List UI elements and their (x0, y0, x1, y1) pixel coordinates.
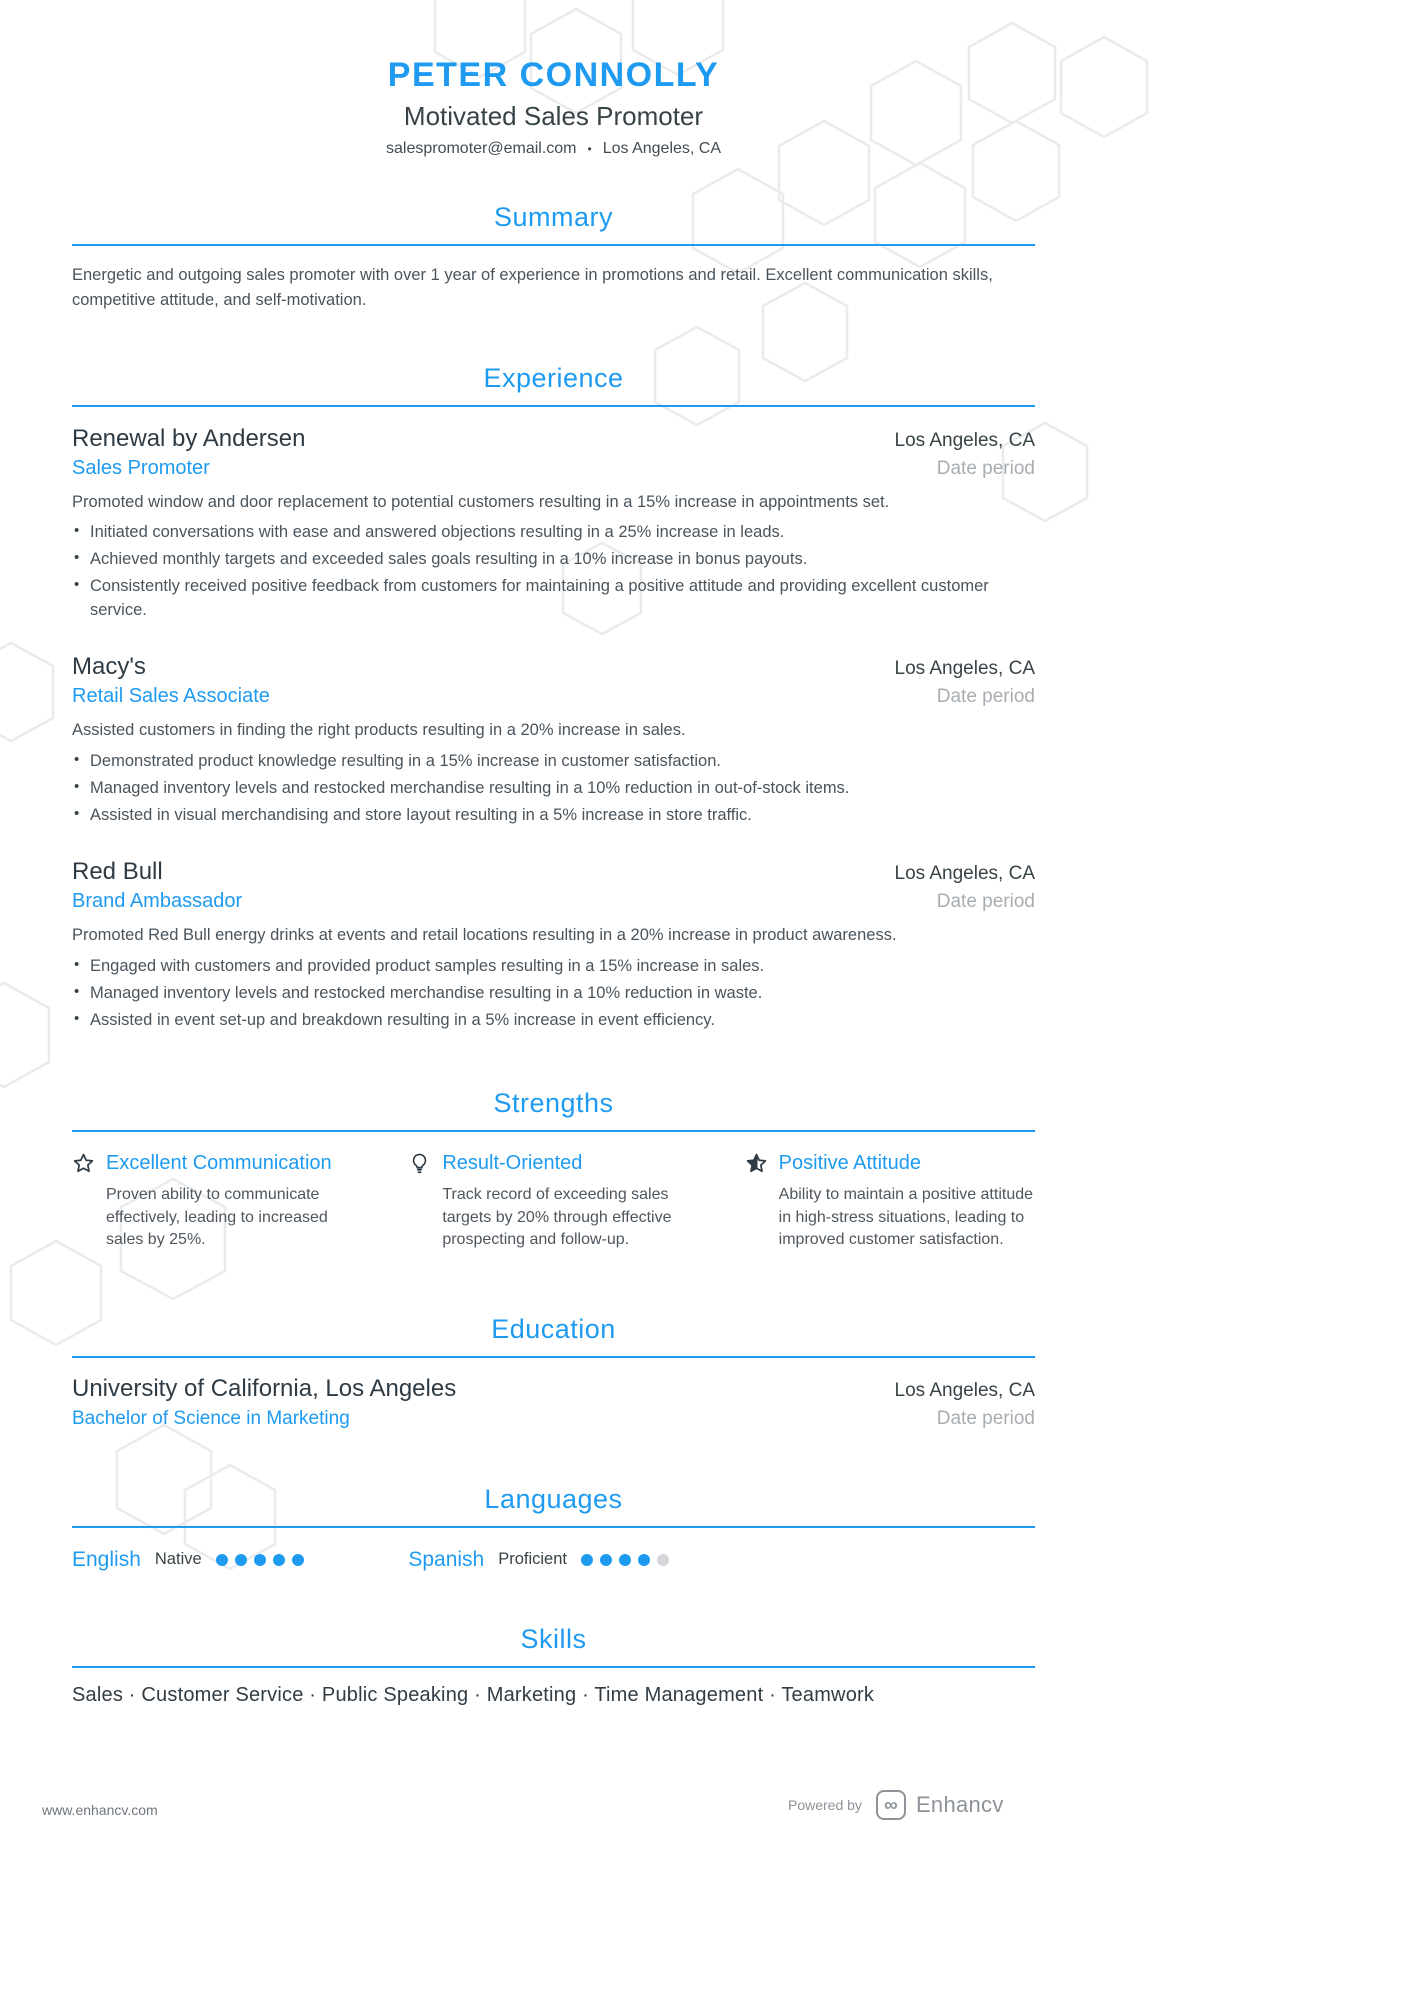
language-item (408, 1548, 698, 1572)
school-name: University of California, Los Angeles (72, 1374, 457, 1402)
education-entry (72, 1375, 1035, 1430)
email-text: salespromoter@email.com (385, 140, 577, 157)
job-period: Date period (936, 890, 1035, 912)
language-proficiency-dots (216, 1554, 304, 1566)
strength-title: Positive Attitude (778, 1152, 921, 1175)
company-name: Renewal by Andersen (72, 424, 306, 452)
company-name: Red Bull (72, 857, 163, 885)
skills-list: Sales · Customer Service · Public Speaking · Marketing · Time Management · Teamwork (72, 1683, 875, 1706)
powered-by-label: Powered by (788, 1797, 862, 1813)
proficiency-dot-filled (235, 1554, 247, 1566)
proficiency-dot-filled (600, 1554, 612, 1566)
languages-heading: Languages (72, 1484, 1035, 1528)
candidate-title: Motivated Sales Promoter (403, 101, 704, 131)
job-bullet: • Assisted in visual merchandising and store layout resulting in a 5% increase in store traffic. (72, 804, 1035, 828)
degree-name: Bachelor of Science in Marketing (72, 1407, 350, 1429)
section-languages (72, 1484, 1035, 1572)
job-bullet: • Consistently received positive feedback from customers for maintaining a positive attitude and providing excellent customer service. (72, 575, 1035, 623)
proficiency-dot-filled (581, 1554, 593, 1566)
job-description: Promoted Red Bull energy drinks at events and retail locations resulting in a 20% increase in product awareness. (72, 925, 897, 944)
education-heading: Education (72, 1314, 1035, 1358)
candidate-name: PETER CONNOLLY (387, 56, 720, 94)
summary-heading: Summary (72, 202, 1035, 246)
job-bullet: • Demonstrated product knowledge resulting in a 15% increase in customer satisfaction. (72, 750, 1035, 774)
job-bullet: • Managed inventory levels and restocked merchandise resulting in a 10% reduction in out-of-stock items. (72, 777, 1035, 801)
job-location: Los Angeles, CA (894, 429, 1035, 451)
job-location: Los Angeles, CA (894, 658, 1035, 680)
resume-header (72, 56, 1035, 158)
location-text: Los Angeles, CA (602, 140, 722, 157)
job-period: Date period (936, 686, 1035, 708)
proficiency-dot-filled (292, 1554, 304, 1566)
language-name: English (72, 1547, 141, 1571)
section-experience (72, 363, 1035, 1033)
enhancv-brand-name[interactable]: Enhancv (915, 1792, 1004, 1817)
section-skills (72, 1624, 1035, 1707)
experience-entry (72, 425, 1035, 624)
proficiency-dot-empty (657, 1554, 669, 1566)
strength-text: Ability to maintain a positive attitude in high-stress situations, leading to improved customer satisfaction. (778, 1186, 1034, 1249)
star-outline-icon (72, 1152, 95, 1175)
job-description: Promoted window and door replacement to potential customers resulting in a 15% increase in appointments set. (72, 492, 890, 511)
footer-website-link[interactable]: www.enhancv.com (42, 1802, 158, 1818)
job-bullet: • Achieved monthly targets and exceeded sales goals resulting in a 10% increase in bonus payouts. (72, 548, 1035, 572)
footer-branding (788, 1790, 1004, 1820)
job-role: Brand Ambassador (72, 889, 243, 912)
language-name: Spanish (408, 1547, 485, 1571)
experience-entry (72, 858, 1035, 1033)
hexagon-decoration (0, 980, 52, 1090)
job-description: Assisted customers in finding the right products resulting in a 20% increase in sales. (72, 721, 686, 740)
job-bullet-list (72, 750, 1035, 828)
contact-line (72, 140, 1035, 158)
summary-text: Energetic and outgoing sales promoter with over 1 year of experience in promotions and retail. Excellent communication skills, competitive attitude, and self-motivation. (72, 266, 993, 309)
strength-title: Excellent Communication (106, 1152, 332, 1175)
strength-title: Result-Oriented (442, 1152, 583, 1175)
section-summary (72, 202, 1035, 313)
experience-heading: Experience (72, 363, 1035, 407)
job-role: Sales Promoter (72, 456, 210, 479)
strength-item (408, 1152, 698, 1251)
strength-text: Track record of exceeding sales targets by 20% through effective prospecting and follow-up. (442, 1186, 672, 1249)
job-bullet-list (72, 955, 1035, 1033)
company-name: Macy's (72, 653, 146, 681)
job-role: Retail Sales Associate (72, 685, 270, 708)
job-bullet-list (72, 521, 1035, 623)
hexagon-decoration (0, 640, 56, 744)
language-level: Proficient (498, 1550, 567, 1569)
job-bullet: • Assisted in event set-up and breakdown resulting in a 5% increase in event efficiency. (72, 1009, 1035, 1033)
job-bullet: • Engaged with customers and provided product samples resulting in a 15% increase in sales. (72, 955, 1035, 979)
section-strengths (72, 1088, 1035, 1251)
strengths-heading: Strengths (72, 1088, 1035, 1132)
job-bullet: • Initiated conversations with ease and answered objections resulting in a 25% increase in leads. (72, 521, 1035, 545)
resume-page (72, 0, 1035, 1707)
proficiency-dot-filled (273, 1554, 285, 1566)
job-location: Los Angeles, CA (894, 862, 1035, 884)
job-bullet: • Managed inventory levels and restocked merchandise resulting in a 10% reduction in waste. (72, 982, 1035, 1006)
strength-item (72, 1152, 362, 1251)
enhancv-logo-icon[interactable]: ∞ (876, 1790, 906, 1820)
proficiency-dot-filled (216, 1554, 228, 1566)
lightbulb-icon (408, 1152, 431, 1175)
hexagon-decoration (1058, 34, 1150, 140)
bullet-separator: • (587, 142, 592, 156)
strength-item (745, 1152, 1035, 1251)
star-half-icon (745, 1152, 768, 1175)
skills-heading: Skills (72, 1624, 1035, 1668)
experience-entry (72, 653, 1035, 828)
education-location: Los Angeles, CA (894, 1379, 1035, 1401)
proficiency-dot-filled (638, 1554, 650, 1566)
section-education (72, 1314, 1035, 1430)
education-period: Date period (936, 1407, 1035, 1429)
language-proficiency-dots (581, 1554, 669, 1566)
strength-text: Proven ability to communicate effectively, leading to increased sales by 25%. (106, 1186, 328, 1249)
language-item (72, 1548, 362, 1572)
proficiency-dot-filled (254, 1554, 266, 1566)
job-period: Date period (936, 457, 1035, 479)
proficiency-dot-filled (619, 1554, 631, 1566)
language-level: Native (154, 1550, 202, 1569)
